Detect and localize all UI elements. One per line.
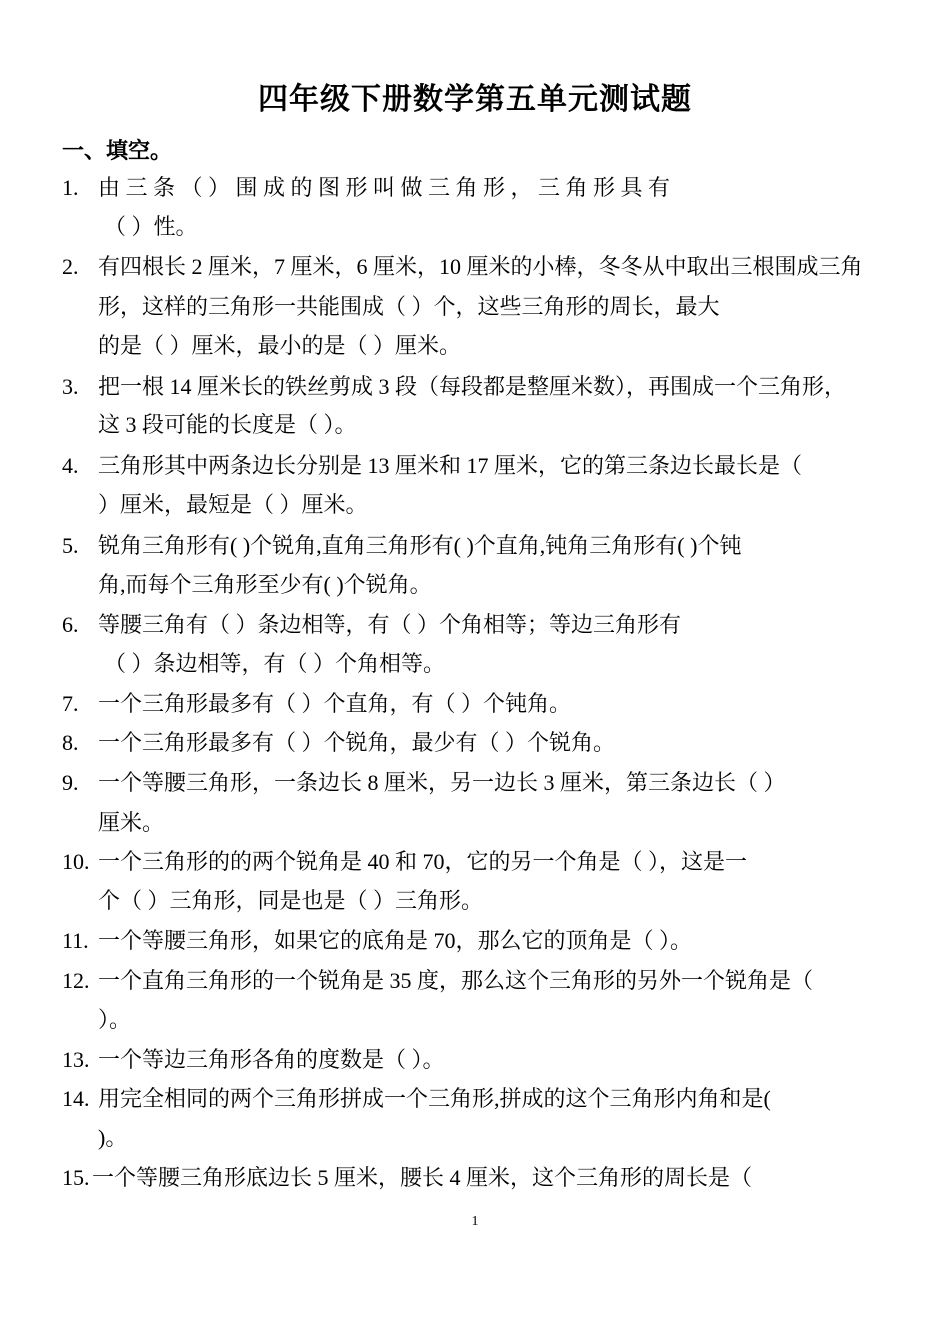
item-7-line-1: 一个三角形最多有（ ）个直角，有（ ）个钝角。 <box>98 691 572 716</box>
item-number-12: 12. <box>62 968 90 993</box>
item-9-line-1: 一个等腰三角形，一条边长 8 厘米，另一边长 3 厘米，第三条边长（ ） <box>98 770 786 795</box>
item-number-10: 10. <box>62 849 90 874</box>
item-number-4: 4. <box>62 453 79 478</box>
item-11-line-1: 一个等腰三角形，如果它的底角是 70，那么它的顶角是（ ）。 <box>98 928 693 953</box>
item-13-line-1: 一个等边三角形各角的度数是（ ）。 <box>98 1047 445 1072</box>
item-number-9: 9. <box>62 770 79 795</box>
item-15-line-1: 一个等腰三角形底边长 5 厘米，腰长 4 厘米，这个三角形的周长是（ <box>92 1165 753 1190</box>
item-9-line-2: 厘米。 <box>98 810 165 835</box>
item-number-13: 13. <box>62 1047 90 1072</box>
item-2-line-3: 的是（ ）厘米，最小的是（ ）厘米。 <box>98 333 462 358</box>
item-2-line-1: 有四根长 2 厘米，7 厘米，6 厘米，10 厘米的小棒，冬冬从中取出三根围成三角 <box>98 254 863 279</box>
page-number: 1 <box>471 1214 479 1229</box>
item-5-line-1: 锐角三角形有( )个锐角,直角三角形有( )个直角,钝角三角形有( )个钝 <box>98 533 742 558</box>
item-6-line-2: （ ）条边相等，有（ ）个角相等。 <box>104 651 446 676</box>
item-number-15: 15. <box>62 1165 90 1190</box>
item-number-5: 5. <box>62 533 79 558</box>
item-5-line-2: 角,而每个三角形至少有( )个锐角。 <box>98 572 432 597</box>
item-10-line-1: 一个三角形的的两个锐角是 40 和 70，它的另一个角是（ ），这是一 <box>98 849 748 874</box>
item-14-line-2: )。 <box>98 1125 128 1150</box>
item-number-11: 11. <box>62 928 89 953</box>
item-2-line-2: 形，这样的三角形一共能围成（ ）个，这些三角形的周长，最大 <box>98 294 720 319</box>
item-3-line-1: 把一根 14 厘米长的铁丝剪成 3 段（每段都是整厘米数），再围成一个三角形， <box>98 374 847 399</box>
item-8-line-1: 一个三角形最多有（ ）个锐角，最少有（ ）个锐角。 <box>98 730 616 755</box>
item-1-line-1: 由 三 条 （ ） 围 成 的 图 形 叫 做 三 角 形 ， 三 角 形 具 有 <box>98 175 671 200</box>
item-number-7: 7. <box>62 691 79 716</box>
item-10-line-2: 个（ ）三角形，同是也是（ ）三角形。 <box>98 888 484 913</box>
item-number-6: 6. <box>62 612 79 637</box>
item-number-3: 3. <box>62 374 79 399</box>
item-14-line-1: 用完全相同的两个三角形拼成一个三角形,拼成的这个三角形内角和是( <box>98 1086 771 1111</box>
item-number-1: 1. <box>62 175 79 200</box>
item-4-line-2: ）厘米，最短是（ ）厘米。 <box>98 492 368 517</box>
item-number-8: 8. <box>62 730 79 755</box>
item-number-14: 14. <box>62 1086 90 1111</box>
item-4-line-1: 三角形其中两条边长分别是 13 厘米和 17 厘米，它的第三条边长最长是（ <box>98 453 803 478</box>
page-title: 四年级下册数学第五单元测试题 <box>258 83 692 116</box>
item-number-2: 2. <box>62 254 79 279</box>
item-12-line-1: 一个直角三角形的一个锐角是 35 度，那么这个三角形的另外一个锐角是（ <box>98 968 814 993</box>
item-12-line-2: ）。 <box>98 1007 132 1032</box>
item-1-line-2: （ ）性。 <box>104 214 198 239</box>
item-6-line-1: 等腰三角有（ ）条边相等，有（ ）个角相等；等边三角形有 <box>98 612 682 637</box>
item-3-line-2: 这 3 段可能的长度是（ ）。 <box>98 412 357 437</box>
section-heading: 一、填空。 <box>62 138 173 163</box>
